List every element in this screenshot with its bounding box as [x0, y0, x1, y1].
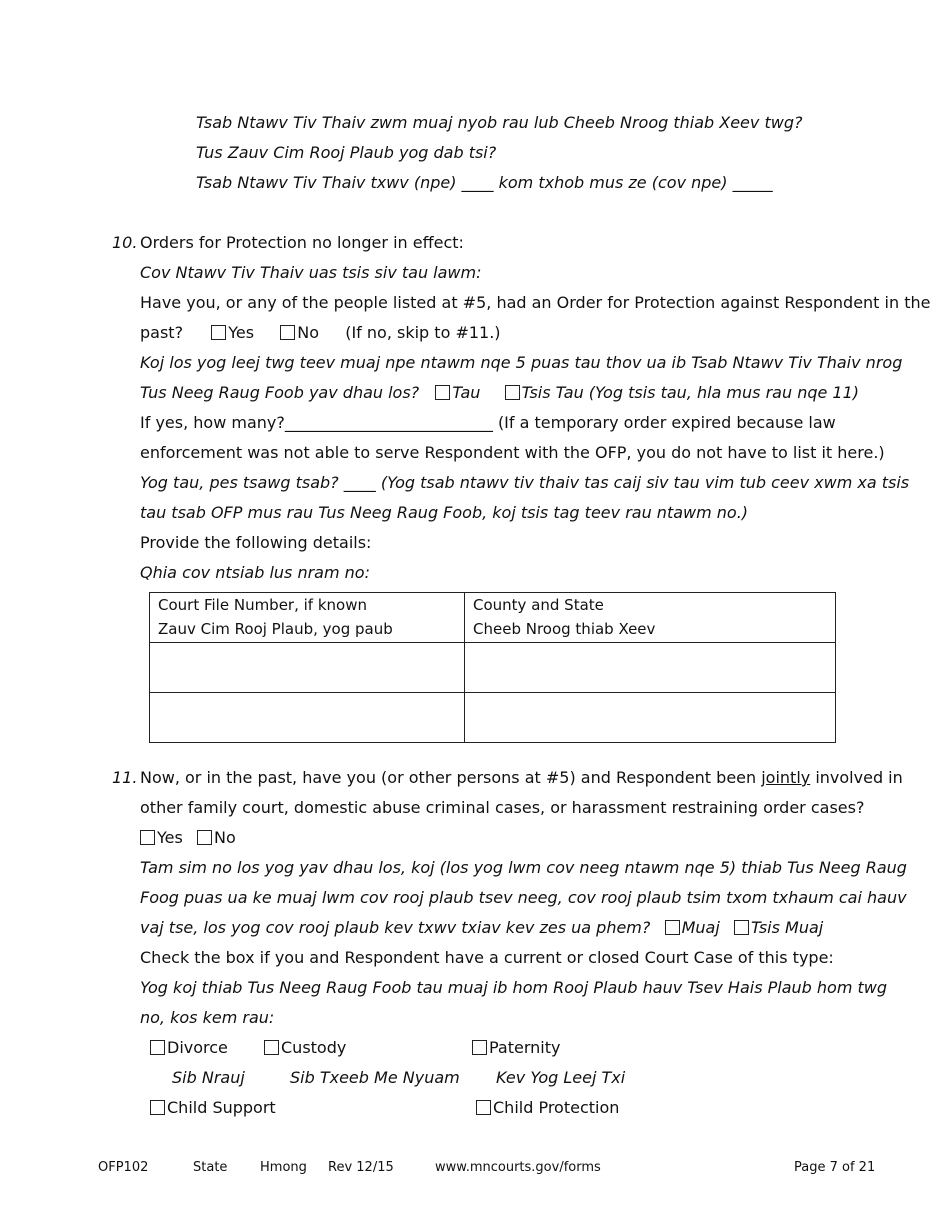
child-support-label: Child Support	[167, 1098, 276, 1117]
q11-no-label: No	[214, 828, 236, 847]
prior-orders-table	[149, 592, 836, 743]
child-protection-label: Child Protection	[493, 1098, 620, 1117]
paternity-option	[472, 1038, 560, 1058]
footer-form-id: OFP102	[98, 1160, 149, 1175]
check-instruction-hmong-2: no, kos kem rau:	[140, 1008, 275, 1027]
how-many-note: enforcement was not able to serve Respondent with the OFP, you do not have to list it here.)	[140, 443, 885, 462]
child-support-checkbox[interactable]	[150, 1100, 165, 1115]
jointly-underlined: jointly	[761, 768, 811, 787]
divorce-label: Divorce	[167, 1038, 228, 1057]
hmong-past-label: Tus Neeg Raug Foob yav dhau los?	[140, 383, 420, 402]
divorce-label-hmong: Sib Nrauj	[172, 1068, 245, 1087]
question-10-title-hmong: Cov Ntawv Tiv Thaiv uas tsis siv tau lawm:	[140, 263, 482, 282]
q11-no-checkbox[interactable]	[197, 830, 212, 845]
county-state-cell[interactable]	[465, 643, 836, 693]
q11-muaj-label: Muaj	[681, 918, 720, 937]
question-10-answer-row	[140, 323, 501, 343]
custody-label: Custody	[281, 1038, 347, 1057]
question-10-text-hmong: Koj los yog leej twg teev muaj npe ntawm nqe 5 puas tau thov ua ib Tsab Ntawv Tiv Thaiv nrog	[140, 353, 903, 372]
question-10-answer-row-hmong	[140, 383, 859, 403]
child-support-option	[150, 1098, 276, 1118]
how-many-line-hmong: Yog tau, pes tsawg tsab? ____ (Yog tsab ntawv tiv thaiv tas caij siv tau vim tub ceev xwm xa tsis	[140, 473, 910, 492]
child-protection-option	[476, 1098, 619, 1118]
question-11-hmong-line3-text: vaj tse, los yog cov rooj plaub kev txwv txiav kev zes ua phem?	[140, 918, 651, 937]
file-number-question-hmong: Tus Zauv Cim Rooj Plaub yog dab tsi?	[196, 143, 497, 162]
q10-skip-note: (If no, skip to #11.)	[345, 323, 501, 342]
question-10-number: 10.	[112, 233, 138, 252]
question-11-text-part2: involved in	[810, 768, 903, 787]
question-11-hmong-line1: Tam sim no los yog yav dhau los, koj (los yog lwm cov neeg ntawm nqe 5) thiab Tus Neeg Raug	[140, 858, 907, 877]
q10-yes-label: Yes	[228, 323, 255, 342]
table-row	[150, 693, 836, 743]
court-file-number-cell[interactable]	[150, 643, 465, 693]
details-label-hmong: Qhia cov ntsiab lus nram no:	[140, 563, 370, 582]
how-many-note-hmong: tau tsab OFP mus rau Tus Neeg Raug Foob, koj tsis tag teev rau ntawm no.)	[140, 503, 749, 522]
paternity-checkbox[interactable]	[472, 1040, 487, 1055]
restrains-question-hmong: Tsab Ntawv Tiv Thaiv txwv (npe) ____ kom txhob mus ze (cov npe) _____	[196, 173, 773, 192]
q11-muaj-checkbox[interactable]	[665, 920, 680, 935]
custody-label-hmong: Sib Txeeb Me Nyuam	[290, 1068, 460, 1087]
county-state-label-hmong: Cheeb Nroog thiab Xeev	[473, 620, 656, 638]
question-10-title: Orders for Protection no longer in effect:	[140, 233, 464, 252]
question-11-text-part1: Now, or in the past, have you (or other persons at #5) and Respondent been	[140, 768, 762, 787]
court-file-number-header	[150, 593, 465, 643]
court-file-number-label-hmong: Zauv Cim Rooj Plaub, yog paub	[158, 620, 393, 638]
county-state-cell[interactable]	[465, 693, 836, 743]
question-11-number: 11.	[112, 768, 138, 787]
q10-tsis-tau-checkbox[interactable]	[505, 385, 520, 400]
divorce-option	[150, 1038, 228, 1058]
question-10-text: Have you, or any of the people listed at #5, had an Order for Protection against Respondent in the	[140, 293, 931, 312]
question-11-hmong-line3	[140, 918, 823, 938]
footer-url[interactable]: www.mncourts.gov/forms	[435, 1160, 601, 1175]
county-state-question-hmong: Tsab Ntawv Tiv Thaiv zwm muaj nyob rau lub Cheeb Nroog thiab Xeev twg?	[196, 113, 803, 132]
paternity-label: Paternity	[489, 1038, 561, 1057]
details-label: Provide the following details:	[140, 533, 372, 552]
q11-yes-label: Yes	[157, 828, 183, 847]
past-label: past?	[140, 323, 184, 342]
table-header-row	[150, 593, 836, 643]
q10-tsis-tau-label: Tsis Tau (Yog tsis tau, hla mus rau nqe 11)	[521, 383, 860, 402]
divorce-checkbox[interactable]	[150, 1040, 165, 1055]
footer-state: State	[193, 1160, 228, 1175]
q10-no-checkbox[interactable]	[280, 325, 295, 340]
custody-option	[264, 1038, 346, 1058]
table-row	[150, 643, 836, 693]
question-11-answer-row	[140, 828, 236, 848]
q10-tau-checkbox[interactable]	[435, 385, 450, 400]
question-11-text-line2: other family court, domestic abuse criminal cases, or harassment restraining order cases?	[140, 798, 865, 817]
court-file-number-cell[interactable]	[150, 693, 465, 743]
q10-yes-checkbox[interactable]	[211, 325, 226, 340]
custody-checkbox[interactable]	[264, 1040, 279, 1055]
q11-tsis-muaj-checkbox[interactable]	[734, 920, 749, 935]
paternity-label-hmong: Kev Yog Leej Txi	[496, 1068, 626, 1087]
q11-yes-checkbox[interactable]	[140, 830, 155, 845]
footer-revision: Rev 12/15	[328, 1160, 394, 1175]
question-11-hmong-line2: Foog puas ua ke muaj lwm cov rooj plaub tsev neeg, cov rooj plaub tsim txom txhaum cai hauv	[140, 888, 907, 907]
footer-page-number: Page 7 of 21	[794, 1160, 876, 1175]
q10-tau-label: Tau	[452, 383, 481, 402]
q11-tsis-muaj-label: Tsis Muaj	[750, 918, 824, 937]
check-instruction: Check the box if you and Respondent have a current or closed Court Case of this type:	[140, 948, 834, 967]
check-instruction-hmong: Yog koj thiab Tus Neeg Raug Foob tau muaj ib hom Rooj Plaub hauv Tsev Hais Plaub hom twg	[140, 978, 888, 997]
q10-no-label: No	[297, 323, 320, 342]
how-many-line: If yes, how many?__________________________ (If a temporary order expired because law	[140, 413, 836, 432]
county-state-header	[465, 593, 836, 643]
child-protection-checkbox[interactable]	[476, 1100, 491, 1115]
footer-language: Hmong	[260, 1160, 307, 1175]
question-11-text	[140, 768, 903, 788]
court-file-number-label: Court File Number, if known	[158, 596, 367, 614]
county-state-label: County and State	[473, 596, 604, 614]
